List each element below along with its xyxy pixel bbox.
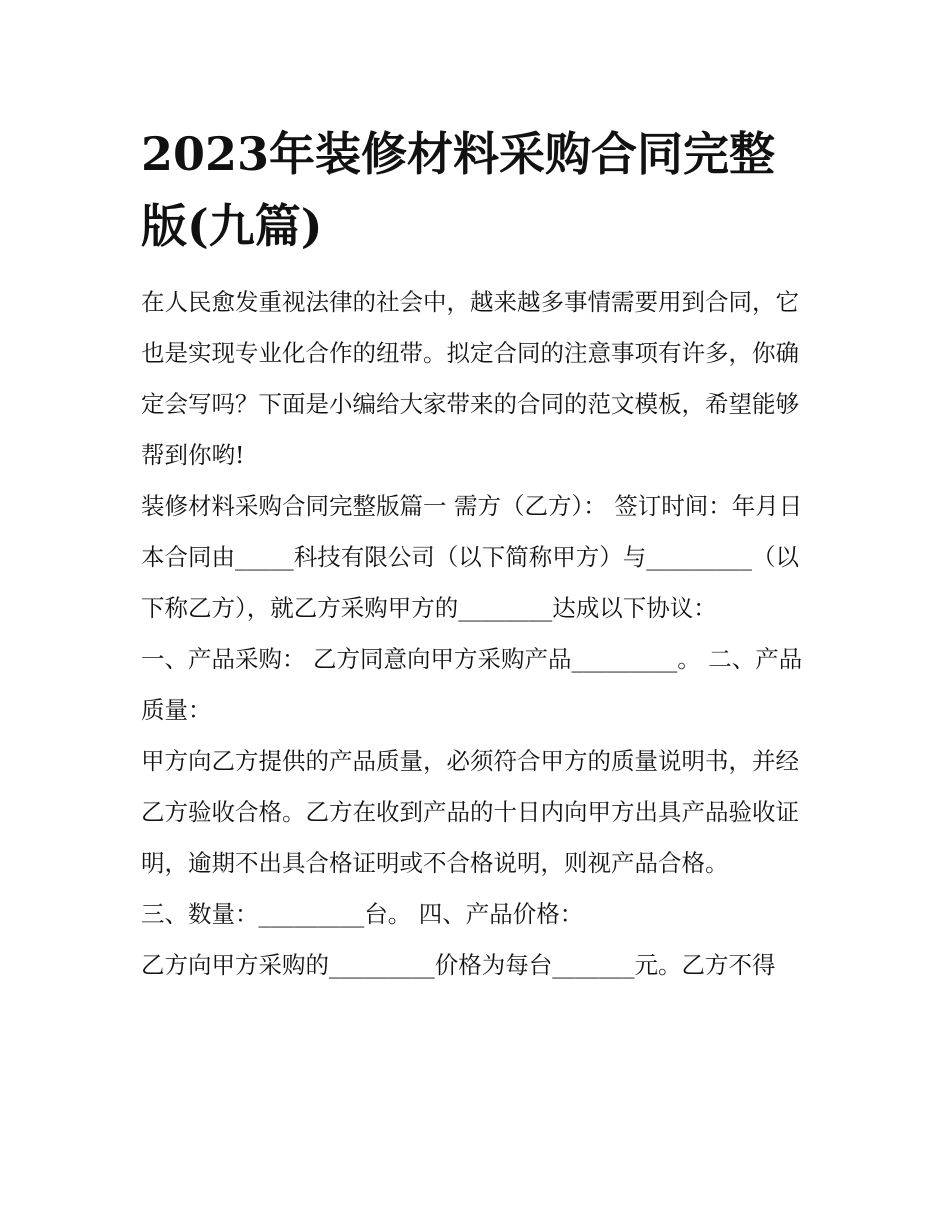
contract-parties-paragraph: 本合同由_____科技有限公司（以下简称甲方）与_________（以下称乙方），就乙方采购甲方的________达成以下协议： [141, 543, 799, 622]
section-heading-paragraph: 装修材料采购合同完整版篇一 需方（乙方）： 签订时间：年月日 [141, 492, 803, 520]
document-title: 2023年装修材料采购合同完整版(九篇) [141, 127, 776, 253]
clause-quantity-price: 三、数量：_________台。 四、产品价格： [141, 900, 584, 928]
clause-price-detail: 乙方向甲方采购的_________价格为每台_______元。乙方不得 [141, 951, 776, 979]
clause-product-quality: 甲方向乙方提供的产品质量，必须符合甲方的质量说明书，并经乙方验收合格。乙方在收到产品的十日内向甲方出具产品验收证明，逾期不出具合格证明或不合格说明，则视产品合格。 [141, 747, 799, 877]
intro-paragraph: 在人民愈发重视法律的社会中，越来越多事情需要用到合同，它也是实现专业化合作的纽带。拟定合同的注意事项有许多，你确定会写吗？下面是小编给大家带来的合同的范文模板，希望能够帮到你哟! [141, 288, 799, 469]
document-body [141, 277, 816, 991]
clause-product-purchase: 一、产品采购： 乙方同意向甲方采购产品_________。 二、产品质量： [141, 645, 803, 724]
